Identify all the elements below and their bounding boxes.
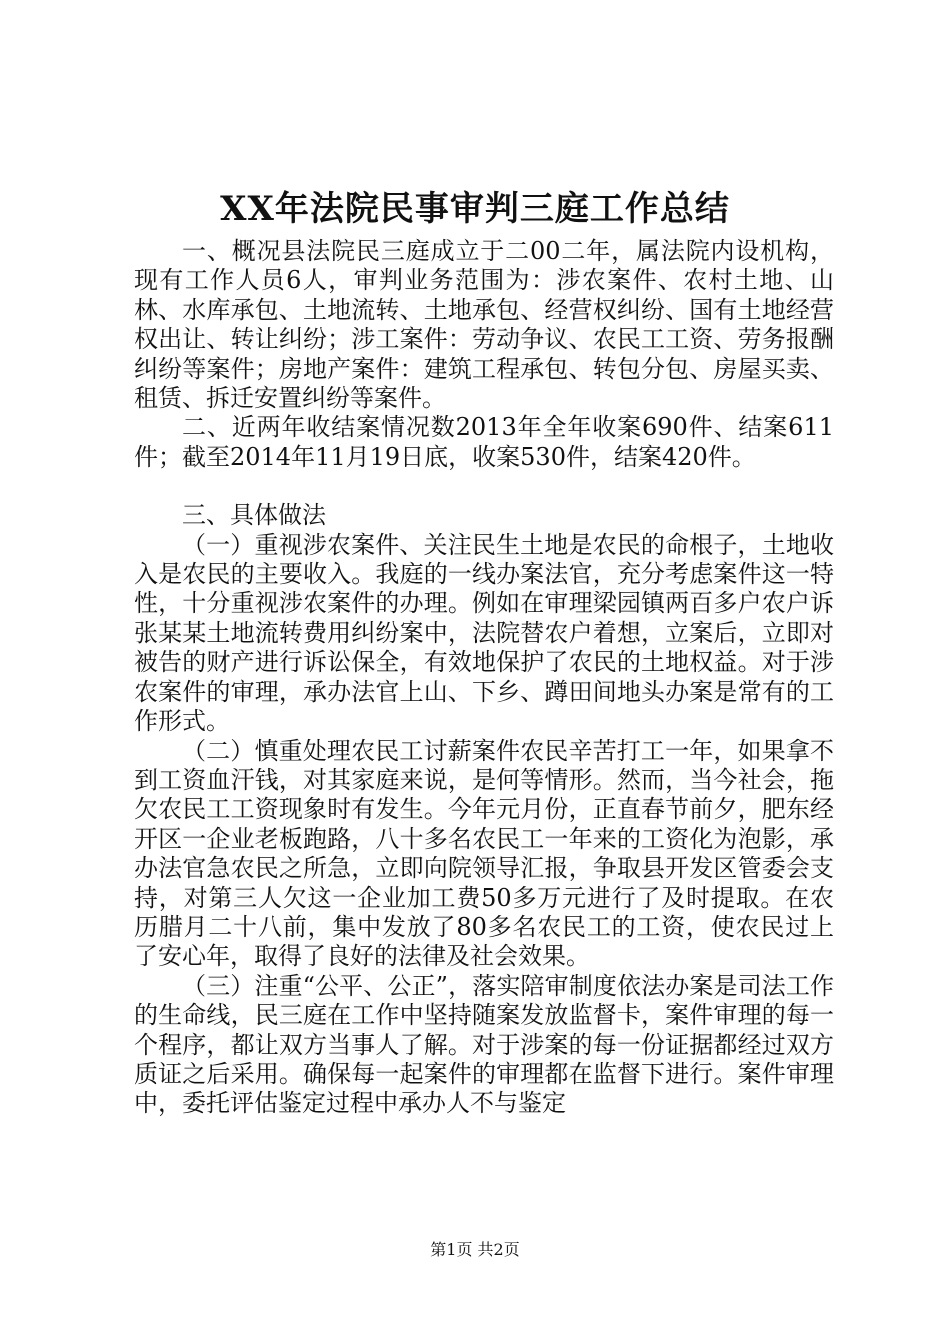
section-heading-practices: 三、具体做法 [182, 501, 326, 530]
page-number-footer: 第1页 共2页 [430, 1240, 520, 1259]
paragraph-overview: 一、概况县法院民三庭成立于二00二年，属法院内设机构，现有工作人员6人，审判业务范围为：涉农案件、农村土地、山林、水库承包、土地流转、土地承包、经营权纠纷、国有土地经营权出让、转让纠纷；涉工案件：劳动争议、农民工工资、劳务报酬纠纷等案件；房地产案件：建筑工程承包、转包分包、房屋买卖、租赁、拆迁安置纠纷等案件。 [134, 237, 834, 413]
document-title: XX年法院民事审判三庭工作总结 [220, 189, 730, 229]
paragraph-fairness-jury: （三）注重“公平、公正”，落实陪审制度依法办案是司法工作的生命线，民三庭在工作中坚持随案发放监督卡，案件审理的每一个程序，都让双方当事人了解。对于涉案的每一份证据都经过双方质证之后采用。确保每一起案件的审理都在监督下进行。案件审理中，委托评估鉴定过程中承办人不与鉴定 [134, 971, 834, 1118]
paragraph-case-statistics: 二、近两年收结案情况数2013年全年收案690件、结案611件；截至2014年11月19日底，收案530件，结案420件。 [134, 413, 834, 471]
paragraph-migrant-wage-cases: （二）慎重处理农民工讨薪案件农民辛苦打工一年，如果拿不到工资血汗钱，对其家庭来说，是何等情形。然而，当今社会，拖欠农民工工资现象时有发生。今年元月份，正直春节前夕，肥东经开区一企业老板跑路，八十多名农民工一年来的工资化为泡影，承办法官急农民之所急，立即向院领导汇报，争取县开发区管委会支持，对第三人欠这一企业加工费50多万元进行了及时提取。在农历腊月二十八前，集中发放了80多名农民工的工资，使农民过上了安心年，取得了良好的法律及社会效果。 [134, 736, 834, 971]
paragraph-agricultural-cases: （一）重视涉农案件、关注民生土地是农民的命根子，土地收入是农民的主要收入。我庭的一线办案法官，充分考虑案件这一特性，十分重视涉农案件的办理。例如在审理梁园镇两百多户农户诉张某某土地流转费用纠纷案中，法院替农户着想，立案后，立即对被告的财产进行诉讼保全，有效地保护了农民的土地权益。对于涉农案件的审理，承办法官上山、下乡、蹲田间地头办案是常有的工作形式。 [134, 530, 834, 736]
document-body [134, 237, 834, 1119]
